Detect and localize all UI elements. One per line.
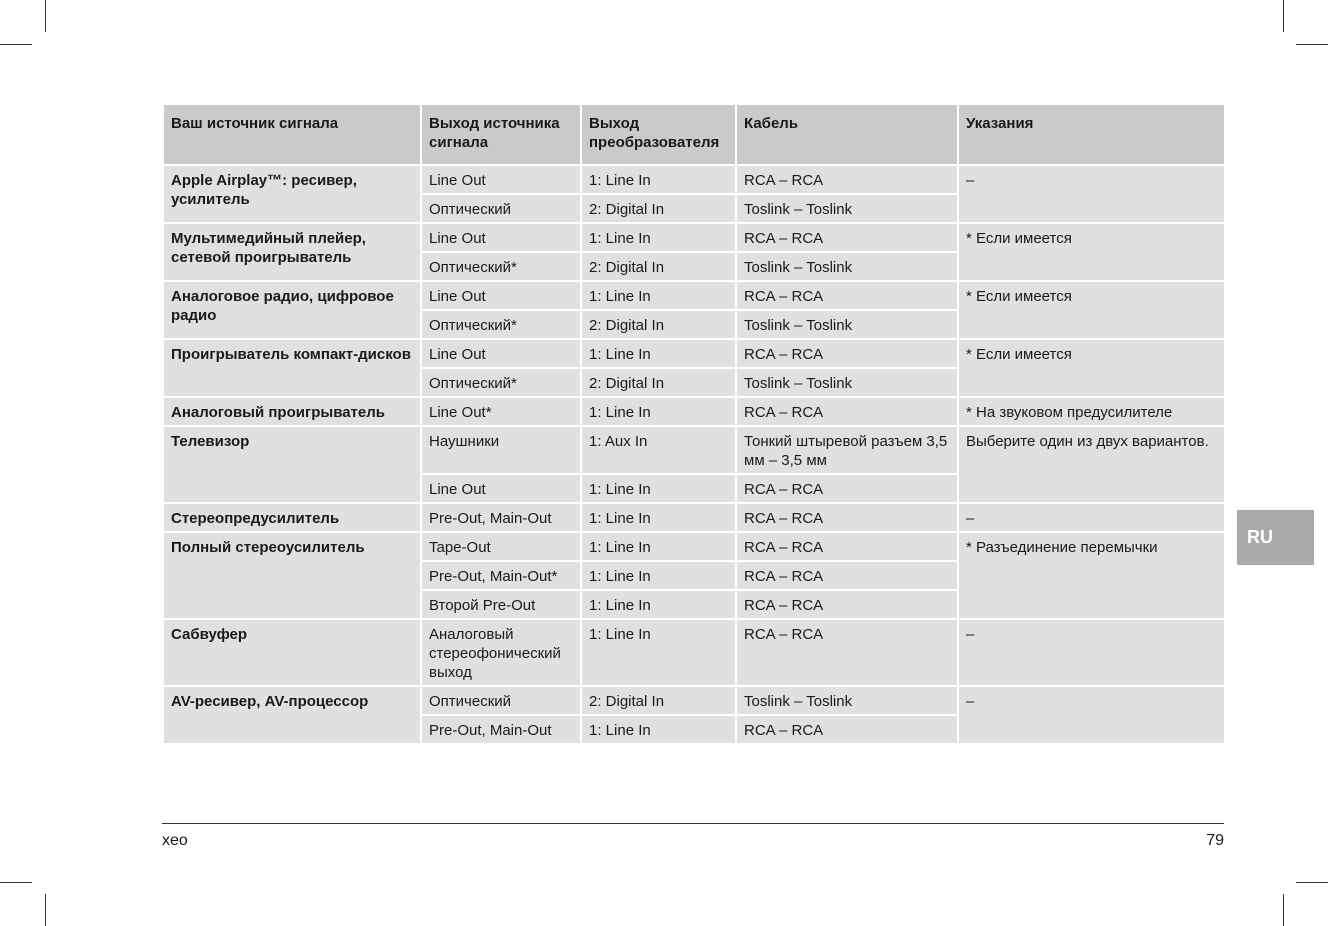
cable-cell: RCA – RCA	[736, 590, 958, 619]
cable-cell: RCA – RCA	[736, 561, 958, 590]
source-output-cell: Pre-Out, Main-Out	[421, 715, 581, 744]
cable-cell: RCA – RCA	[736, 223, 958, 252]
table-row	[163, 397, 1225, 426]
cable-cell: Toslink – Toslink	[736, 252, 958, 281]
source-cell: Сабвуфер	[163, 619, 421, 686]
header-source-output: Выход источника сигнала	[421, 104, 581, 165]
notes-cell: –	[958, 165, 1225, 223]
converter-output-cell: 1: Line In	[581, 223, 736, 252]
cable-cell: RCA – RCA	[736, 339, 958, 368]
crop-mark	[1296, 44, 1328, 45]
converter-output-cell: 2: Digital In	[581, 194, 736, 223]
source-output-cell: Оптический*	[421, 368, 581, 397]
converter-output-cell: 1: Line In	[581, 503, 736, 532]
table-row	[163, 619, 1225, 686]
source-cell: Проигрыватель компакт-дисков	[163, 339, 421, 397]
crop-mark	[0, 44, 32, 45]
table-row	[163, 223, 1225, 252]
converter-output-cell: 1: Line In	[581, 339, 736, 368]
cable-cell: RCA – RCA	[736, 281, 958, 310]
converter-output-cell: 1: Line In	[581, 397, 736, 426]
converter-output-cell: 1: Line In	[581, 532, 736, 561]
source-cell: Аналоговый проигрыватель	[163, 397, 421, 426]
notes-cell: * Если имеется	[958, 281, 1225, 339]
notes-cell: * Если имеется	[958, 339, 1225, 397]
cable-cell: RCA – RCA	[736, 619, 958, 686]
source-output-cell: Line Out*	[421, 397, 581, 426]
converter-output-cell: 1: Line In	[581, 165, 736, 194]
converter-output-cell: 1: Line In	[581, 590, 736, 619]
page-number: 79	[1206, 832, 1224, 849]
crop-mark	[0, 882, 32, 883]
footer-rule	[162, 823, 1224, 824]
converter-output-cell: 1: Line In	[581, 619, 736, 686]
source-cell: Полный стереоусилитель	[163, 532, 421, 619]
source-output-cell: Line Out	[421, 281, 581, 310]
converter-output-cell: 2: Digital In	[581, 368, 736, 397]
source-cell: Аналоговое радио, цифровое радио	[163, 281, 421, 339]
crop-mark	[45, 0, 46, 32]
converter-output-cell: 2: Digital In	[581, 686, 736, 715]
crop-mark	[1283, 0, 1284, 32]
source-output-cell: Pre-Out, Main-Out	[421, 503, 581, 532]
cable-cell: RCA – RCA	[736, 715, 958, 744]
source-cell: AV-ресивер, AV-процессор	[163, 686, 421, 744]
cable-cell: RCA – RCA	[736, 474, 958, 503]
source-output-cell: Оптический*	[421, 252, 581, 281]
source-output-cell: Оптический	[421, 686, 581, 715]
table-row	[163, 426, 1225, 474]
cable-cell: RCA – RCA	[736, 165, 958, 194]
source-output-cell: Оптический	[421, 194, 581, 223]
notes-cell: –	[958, 619, 1225, 686]
notes-cell: Выберите один из двух вариантов.	[958, 426, 1225, 503]
source-cell: Телевизор	[163, 426, 421, 503]
table-row	[163, 532, 1225, 561]
source-output-cell: Line Out	[421, 165, 581, 194]
source-output-cell: Tape-Out	[421, 532, 581, 561]
header-cable: Кабель	[736, 104, 958, 165]
source-output-cell: Line Out	[421, 339, 581, 368]
converter-output-cell: 2: Digital In	[581, 310, 736, 339]
converter-output-cell: 1: Line In	[581, 281, 736, 310]
notes-cell: –	[958, 503, 1225, 532]
converter-output-cell: 1: Aux In	[581, 426, 736, 474]
cable-cell: RCA – RCA	[736, 503, 958, 532]
table-header-row	[163, 104, 1225, 165]
header-source: Ваш источник сигнала	[163, 104, 421, 165]
converter-output-cell: 1: Line In	[581, 561, 736, 590]
table-body	[163, 165, 1225, 744]
connection-table	[162, 103, 1226, 745]
converter-output-cell: 2: Digital In	[581, 252, 736, 281]
source-output-cell: Pre-Out, Main-Out*	[421, 561, 581, 590]
table-row	[163, 281, 1225, 310]
cable-cell: Toslink – Toslink	[736, 310, 958, 339]
source-output-cell: Оптический*	[421, 310, 581, 339]
crop-mark	[1283, 894, 1284, 926]
notes-cell: * Разъединение перемычки	[958, 532, 1225, 619]
crop-mark	[45, 894, 46, 926]
brand-logo: xeo	[162, 832, 188, 849]
cable-cell: RCA – RCA	[736, 397, 958, 426]
notes-cell: –	[958, 686, 1225, 744]
source-cell: Мультимедийный плейер, сетевой проигрыватель	[163, 223, 421, 281]
header-converter-output: Выход преобразователя	[581, 104, 736, 165]
source-output-cell: Line Out	[421, 474, 581, 503]
cable-cell: Toslink – Toslink	[736, 194, 958, 223]
cable-cell: Тонкий штыревой разъем 3,5 мм – 3,5 мм	[736, 426, 958, 474]
header-notes: Указания	[958, 104, 1225, 165]
notes-cell: * На звуковом предусилителе	[958, 397, 1225, 426]
notes-cell: * Если имеется	[958, 223, 1225, 281]
source-cell: Стереопредусилитель	[163, 503, 421, 532]
source-output-cell: Наушники	[421, 426, 581, 474]
converter-output-cell: 1: Line In	[581, 715, 736, 744]
converter-output-cell: 1: Line In	[581, 474, 736, 503]
cable-cell: RCA – RCA	[736, 532, 958, 561]
source-output-cell: Второй Pre-Out	[421, 590, 581, 619]
language-tab: RU	[1237, 510, 1314, 565]
source-output-cell: Аналоговый стереофонический выход	[421, 619, 581, 686]
crop-mark	[1296, 882, 1328, 883]
table-row	[163, 339, 1225, 368]
table-row	[163, 165, 1225, 194]
table-row	[163, 686, 1225, 715]
cable-cell: Toslink – Toslink	[736, 368, 958, 397]
table-row	[163, 503, 1225, 532]
source-output-cell: Line Out	[421, 223, 581, 252]
source-cell: Apple Airplay™: ресивер, усилитель	[163, 165, 421, 223]
cable-cell: Toslink – Toslink	[736, 686, 958, 715]
